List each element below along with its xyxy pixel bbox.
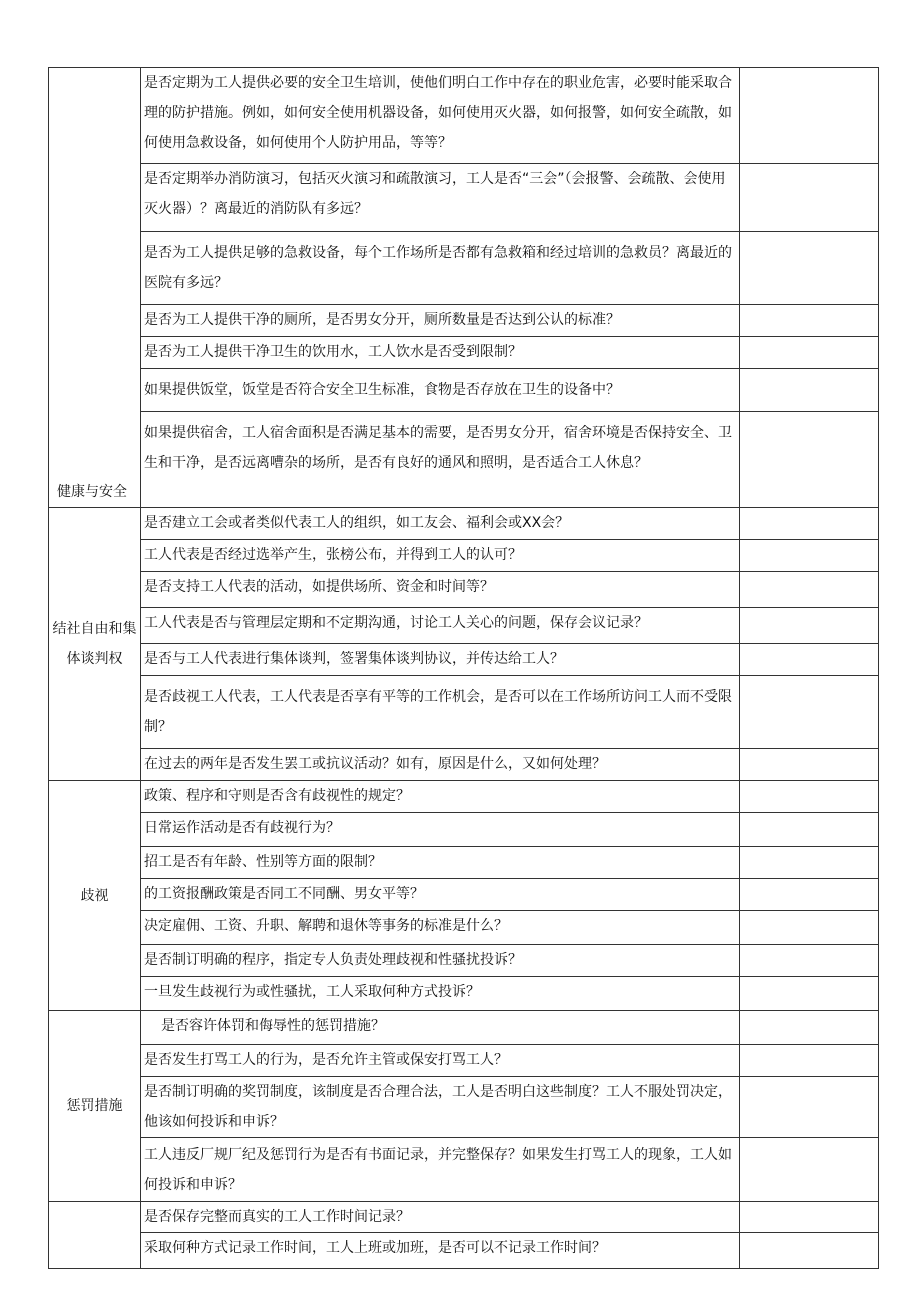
question-cell: 是否保存完整而真实的工人工作时间记录？ [141,1202,740,1233]
question-cell: 日常运作活动是否有歧视行为？ [141,813,740,847]
answer-cell[interactable] [740,1045,879,1077]
answer-cell[interactable] [740,572,879,608]
question-cell: 是否为工人提供干净卫生的饮用水，工人饮水是否受到限制？ [141,337,740,369]
table-row [49,1045,879,1077]
table-row [49,608,879,644]
category-association: 结社自由和集体谈判权 [49,508,141,781]
answer-cell[interactable] [740,508,879,540]
table-row [49,305,879,337]
answer-cell[interactable] [740,911,879,945]
question-cell: 工人代表是否经过选举产生，张榜公布，并得到工人的认可？ [141,540,740,572]
table-row [49,337,879,369]
table-row [49,572,879,608]
table-row [49,879,879,911]
table-row [49,1077,879,1138]
question-cell: 如果提供宿舍，工人宿舍面积是否满足基本的需要，是否男女分开，宿舍环境是否保持安全、卫生和干净，是否远离嘈杂的场所，是否有良好的通风和照明，是否适合工人休息？ [141,412,740,508]
answer-cell[interactable] [740,540,879,572]
answer-cell[interactable] [740,781,879,813]
category-working-hours [49,1202,141,1269]
question-cell: 是否发生打骂工人的行为，是否允许主管或保安打骂工人？ [141,1045,740,1077]
answer-cell[interactable] [740,164,879,232]
question-cell: 是否定期为工人提供必要的安全卫生培训，使他们明白工作中存在的职业危害，必要时能采取合理的防护措施。例如，如何安全使用机器设备，如何使用灭火器，如何报警，如何安全疏散，如何使用急救设备，如何使用个人防护用品，等等？ [141,68,740,164]
answer-cell[interactable] [740,749,879,781]
answer-cell[interactable] [740,369,879,412]
table-row [49,369,879,412]
question-cell: 是否定期举办消防演习，包括灭火演习和疏散演习，工人是否“三会”（会报警、会疏散、会使用灭火器）？离最近的消防队有多远？ [141,164,740,232]
question-cell: 是否为工人提供干净的厕所，是否男女分开，厕所数量是否达到公认的标准？ [141,305,740,337]
answer-cell[interactable] [740,977,879,1011]
answer-cell[interactable] [740,1011,879,1045]
question-cell: 是否与工人代表进行集体谈判，签署集体谈判协议，并传达给工人？ [141,644,740,676]
table-row [49,540,879,572]
question-cell: 采取何种方式记录工作时间，工人上班或加班，是否可以不记录工作时间？ [141,1233,740,1269]
question-cell: 工人违反厂规厂纪及惩罚行为是否有书面记录，并完整保存？如果发生打骂工人的现象，工人如何投诉和申诉？ [141,1138,740,1202]
question-cell: 是否为工人提供足够的急救设备，每个工作场所是否都有急救箱和经过培训的急救员？离最近的医院有多远？ [141,232,740,305]
table-row [49,847,879,879]
table-row [49,749,879,781]
answer-cell[interactable] [740,232,879,305]
question-cell: 在过去的两年是否发生罢工或抗议活动？如有，原因是什么，又如何处理？ [141,749,740,781]
question-cell: 决定雇佣、工资、升职、解聘和退休等事务的标准是什么？ [141,911,740,945]
table-row [49,1011,879,1045]
question-cell: 政策、程序和守则是否含有歧视性的规定？ [141,781,740,813]
category-punishment: 惩罚措施 [49,1011,141,1202]
question-cell: 工人代表是否与管理层定期和不定期沟通，讨论工人关心的问题，保存会议记录？ [141,608,740,644]
question-cell: 是否建立工会或者类似代表工人的组织，如工友会、福利会或XX会？ [141,508,740,540]
question-cell: 是否支持工人代表的活动，如提供场所、资金和时间等？ [141,572,740,608]
answer-cell[interactable] [740,337,879,369]
table-row [49,781,879,813]
answer-cell[interactable] [740,1077,879,1138]
question-cell: 是否制订明确的程序，指定专人负责处理歧视和性骚扰投诉？ [141,945,740,977]
answer-cell[interactable] [740,68,879,164]
answer-cell[interactable] [740,879,879,911]
answer-cell[interactable] [740,644,879,676]
question-cell: 是否歧视工人代表，工人代表是否享有平等的工作机会，是否可以在工作场所访问工人而不受限制？ [141,676,740,749]
answer-cell[interactable] [740,305,879,337]
answer-cell[interactable] [740,847,879,879]
table-row [49,1233,879,1269]
table-row [49,945,879,977]
category-discrimination: 歧视 [49,781,141,1011]
table-row [49,1202,879,1233]
answer-cell[interactable] [740,1233,879,1269]
table-row [49,676,879,749]
table-row [49,412,879,508]
table-row [49,508,879,540]
answer-cell[interactable] [740,945,879,977]
question-cell: 的工资报酬政策是否同工不同酬、男女平等？ [141,879,740,911]
question-cell: 是否制订明确的奖罚制度，该制度是否合理合法，工人是否明白这些制度？工人不服处罚决定，他该如何投诉和申诉？ [141,1077,740,1138]
table-row [49,164,879,232]
table-row [49,813,879,847]
table-row [49,644,879,676]
question-cell: 是否容许体罚和侮辱性的惩罚措施？ [141,1011,740,1045]
answer-cell[interactable] [740,676,879,749]
answer-cell[interactable] [740,1138,879,1202]
table-row [49,977,879,1011]
answer-cell[interactable] [740,608,879,644]
question-cell: 一旦发生歧视行为或性骚扰，工人采取何种方式投诉？ [141,977,740,1011]
checklist-table [48,67,879,1269]
table-row [49,232,879,305]
answer-cell[interactable] [740,813,879,847]
question-cell: 如果提供饭堂，饭堂是否符合安全卫生标准，食物是否存放在卫生的设备中？ [141,369,740,412]
table-row [49,68,879,164]
table-row [49,911,879,945]
question-cell: 招工是否有年龄、性别等方面的限制？ [141,847,740,879]
category-health-safety: 健康与安全 [49,68,141,508]
table-row [49,1138,879,1202]
answer-cell[interactable] [740,412,879,508]
answer-cell[interactable] [740,1202,879,1233]
